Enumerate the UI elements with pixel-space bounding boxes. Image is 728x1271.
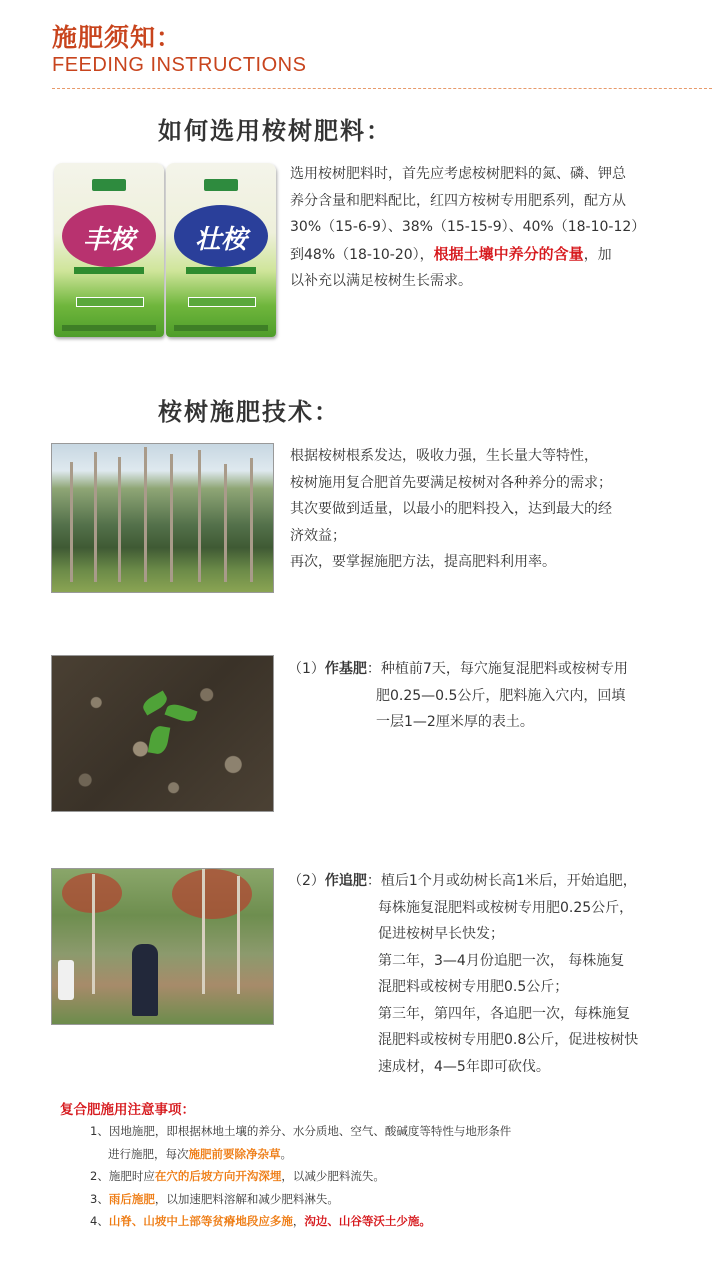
page-subtitle: FEEDING INSTRUCTIONS [52, 54, 307, 76]
text-fragment: 4、 [90, 1214, 109, 1228]
fertilizer-bag-007 [166, 163, 276, 337]
text-fragment: ， [292, 1214, 305, 1228]
header-divider [52, 88, 712, 89]
text-line [290, 241, 710, 269]
note-1-cont [90, 1143, 710, 1166]
worker-fertilizing-image [51, 868, 274, 1025]
text-fragment: 。 [280, 1146, 292, 1161]
highlight-text: 沟边、山谷等沃土少施。 [304, 1214, 431, 1228]
text-line [288, 656, 718, 683]
text-fragment: 3、 [90, 1191, 109, 1206]
notes-list [90, 1120, 710, 1233]
text-fragment: ，以加速肥料溶解和减少肥料淋失。 [154, 1191, 339, 1206]
section2-text [290, 443, 710, 576]
text-line: 再次，要掌握施肥方法，提高肥料利用率。 [290, 554, 556, 570]
section1-text [290, 161, 710, 295]
text-fragment: 2、施肥时应 [90, 1169, 155, 1183]
notes-title: 复合肥施用注意事项： [60, 1102, 195, 1118]
highlight-text: 山脊、山坡中上部等贫瘠地段应多施 [108, 1214, 293, 1228]
text-line: 每株施复混肥料或桉树专用肥0.25公斤， [378, 899, 634, 916]
bag-name: 丰桉 [82, 225, 135, 255]
highlight-text: 根据土壤中养分的含量 [433, 244, 584, 263]
note-4 [90, 1210, 710, 1233]
text-line: 肥0.25—0.5公斤，肥料施入穴内，回填 [376, 687, 626, 704]
text-fragment: ：种植前7天，每穴施复混肥料或桉树专用 [366, 661, 628, 677]
item-base-fertilizer [288, 656, 718, 736]
text-line: 以补充以满足桉树生长需求。 [290, 273, 472, 289]
text-line: 30%（15-6-9）、38%（15-15-9）、40%（18-10-12） [290, 219, 646, 235]
text-line: 一层1—2厘米厚的表土。 [376, 714, 534, 730]
section-title-fertilizer-choice: 如何选用桉树肥料： [158, 117, 392, 145]
text-line: 混肥料或桉树专用肥0.8公斤，促进桉树快 [378, 1032, 639, 1048]
text-fragment: ：植后1个月或幼树长高1米后，开始追肥， [366, 873, 637, 889]
seedling-soil-image [51, 655, 274, 812]
text-line: 根据桉树根系发达，吸收力强，生长量大等特性， [290, 448, 598, 464]
bag-label [76, 297, 144, 307]
text-line: 速成材，4—5年即可砍伐。 [378, 1058, 550, 1075]
item-topdressing [288, 868, 718, 1080]
text-fragment: ，加 [583, 246, 612, 263]
highlight-text: 在穴的后坡方向开沟深埋 [154, 1169, 282, 1183]
highlight-text: 施肥前要除净杂草 [188, 1146, 281, 1161]
text-line: 选用桉树肥料时，首先应考虑桉树肥料的氮、磷、钾总 [290, 166, 626, 182]
text-fragment: 进行施肥，每次 [108, 1146, 189, 1161]
note-3 [90, 1188, 710, 1211]
item-name: 作基肥 [324, 661, 367, 677]
highlight-text: 雨后施肥 [108, 1191, 155, 1206]
item-number: （1） [288, 661, 325, 677]
brand-logo [204, 179, 238, 191]
brand-logo [92, 179, 126, 191]
text-fragment: 到48%（18-10-20）， [290, 246, 434, 263]
note-2 [90, 1165, 710, 1188]
text-fragment: ，以减少肥料流失。 [281, 1169, 385, 1183]
eucalyptus-forest-image [51, 443, 274, 593]
bag-strip [74, 267, 144, 274]
bag-oval-label [62, 205, 156, 267]
bag-name: 壮桉 [194, 225, 247, 255]
bag-oval-label [174, 205, 268, 267]
fertilizer-bags-image [40, 157, 284, 349]
text-line: 养分含量和肥料配比，红四方桉树专用肥系列，配方从 [290, 192, 626, 209]
bag-foot [174, 325, 268, 331]
bag-strip [186, 267, 256, 274]
text-line: 济效益； [290, 527, 346, 544]
bag-foot [62, 325, 156, 331]
text-line [288, 868, 718, 895]
bag-label [188, 297, 256, 307]
text-line: 第三年，第四年，各追肥一次，每株施复 [378, 1005, 630, 1022]
text-line: 第二年，3—4月份追肥一次， 每株施复 [378, 952, 625, 969]
item-number: （2） [288, 873, 325, 889]
item-name: 作追肥 [324, 873, 367, 889]
section-title-fertilizing-technique: 桉树施肥技术： [158, 398, 340, 426]
fertilizer-bag-008 [54, 163, 164, 337]
text-line: 促进桉树早长快发； [378, 926, 504, 942]
note-1: 1、因地施肥，即根据林地土壤的养分、水分质地、空气、酸碱度等特性与地形条件 [90, 1124, 512, 1138]
text-line: 桉树施用复合肥首先要满足桉树对各种养分的需求； [290, 474, 612, 491]
page-title: 施肥须知： [52, 23, 183, 52]
text-line: 混肥料或桉树专用肥0.5公斤； [378, 979, 569, 995]
text-line: 其次要做到适量，以最小的肥料投入，达到最大的经 [290, 501, 612, 517]
